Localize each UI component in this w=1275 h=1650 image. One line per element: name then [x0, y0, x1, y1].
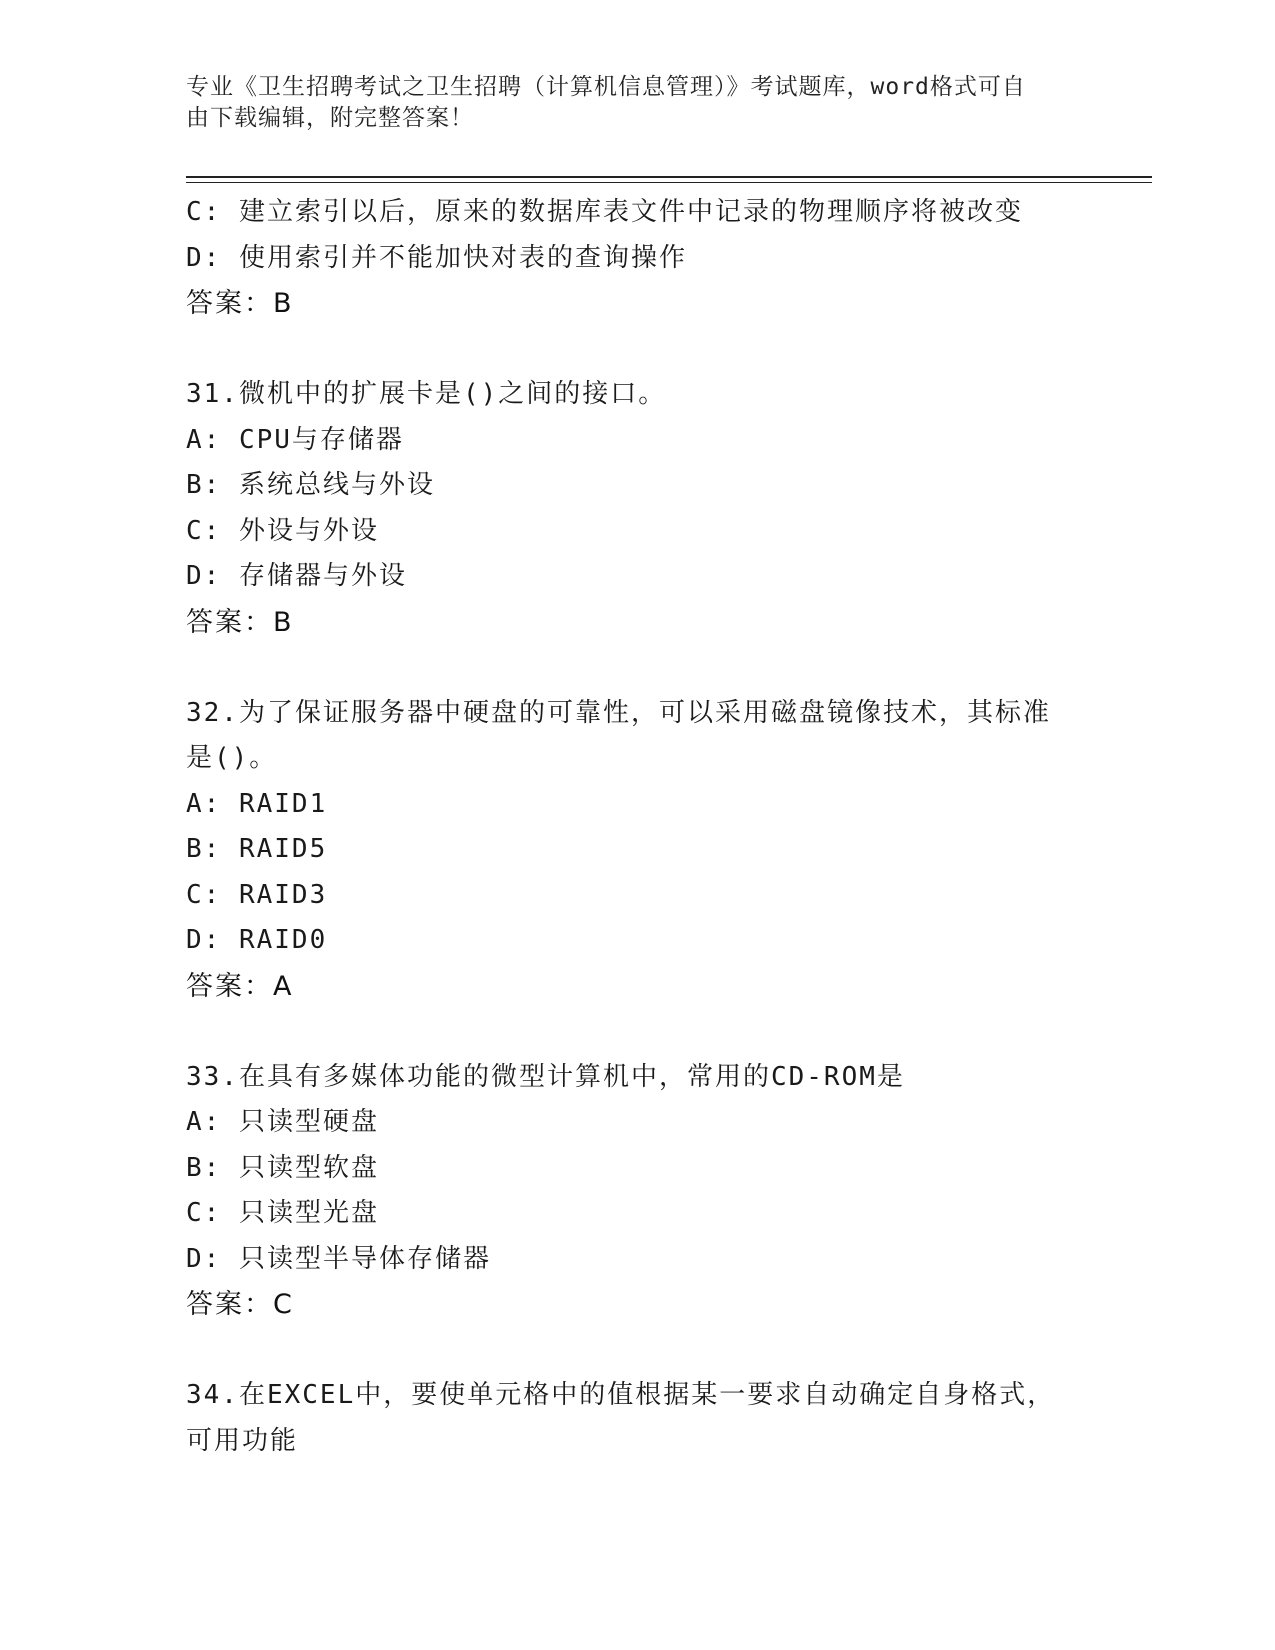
question-stem-line-2: 可用功能: [186, 1425, 299, 1456]
question-stem-line-2: 是()。: [186, 743, 278, 773]
question-30-continued: [186, 190, 1086, 327]
option-d: D: RAID0: [186, 925, 328, 955]
header-line-1: 专业《卫生招聘考试之卫生招聘（计算机信息管理）》考试题库，word格式可自: [186, 74, 1026, 100]
question-33: [186, 1055, 1086, 1328]
spacer: [186, 327, 1086, 373]
answer-text: 答案：B: [186, 606, 294, 638]
option-a: A: RAID1: [186, 788, 328, 819]
header-divider-thick: [186, 176, 1152, 178]
spacer: [186, 645, 1086, 691]
spacer: [186, 1328, 1086, 1374]
question-stem: 33.在具有多媒体功能的微型计算机中，常用的CD-ROM是: [186, 1061, 905, 1092]
question-34: [186, 1373, 1086, 1464]
option-a: A: 只读型硬盘: [186, 1107, 379, 1137]
question-stem-line-1: 34.在EXCEL中，要使单元格中的值根据某一要求自动确定自身格式，: [186, 1380, 1056, 1410]
question-stem-line-1: 32.为了保证服务器中硬盘的可靠性，可以采用磁盘镜像技术，其标准: [186, 697, 1051, 728]
answer-text: 答案：C: [186, 1289, 294, 1320]
question-stem: 31.微机中的扩展卡是()之间的接口。: [186, 379, 667, 409]
spacer: [186, 1009, 1086, 1055]
question-32: [186, 691, 1086, 1010]
option-b: B: 系统总线与外设: [186, 470, 435, 500]
answer-text: 答案：A: [186, 970, 294, 1002]
option-a: A: CPU与存储器: [186, 424, 404, 455]
option-d: D: 存储器与外设: [186, 561, 407, 591]
answer-text: 答案：B: [186, 288, 294, 319]
header-divider-thin: [186, 182, 1152, 183]
option-c: C: 只读型光盘: [186, 1198, 379, 1228]
option-c: C: 建立索引以后，原来的数据库表文件中记录的物理顺序将被改变: [186, 197, 1023, 227]
question-list: [186, 190, 1086, 1464]
option-c: C: RAID3: [186, 879, 328, 910]
option-c: C: 外设与外设: [186, 515, 379, 546]
question-31: [186, 372, 1086, 645]
option-b: B: 只读型软盘: [186, 1152, 379, 1183]
option-d: D: 只读型半导体存储器: [186, 1243, 491, 1274]
document-header: [186, 72, 1066, 134]
header-line-2: 由下载编辑，附完整答案！: [186, 105, 474, 131]
option-d: D: 使用索引并不能加快对表的查询操作: [186, 242, 687, 273]
option-b: B: RAID5: [186, 834, 328, 864]
